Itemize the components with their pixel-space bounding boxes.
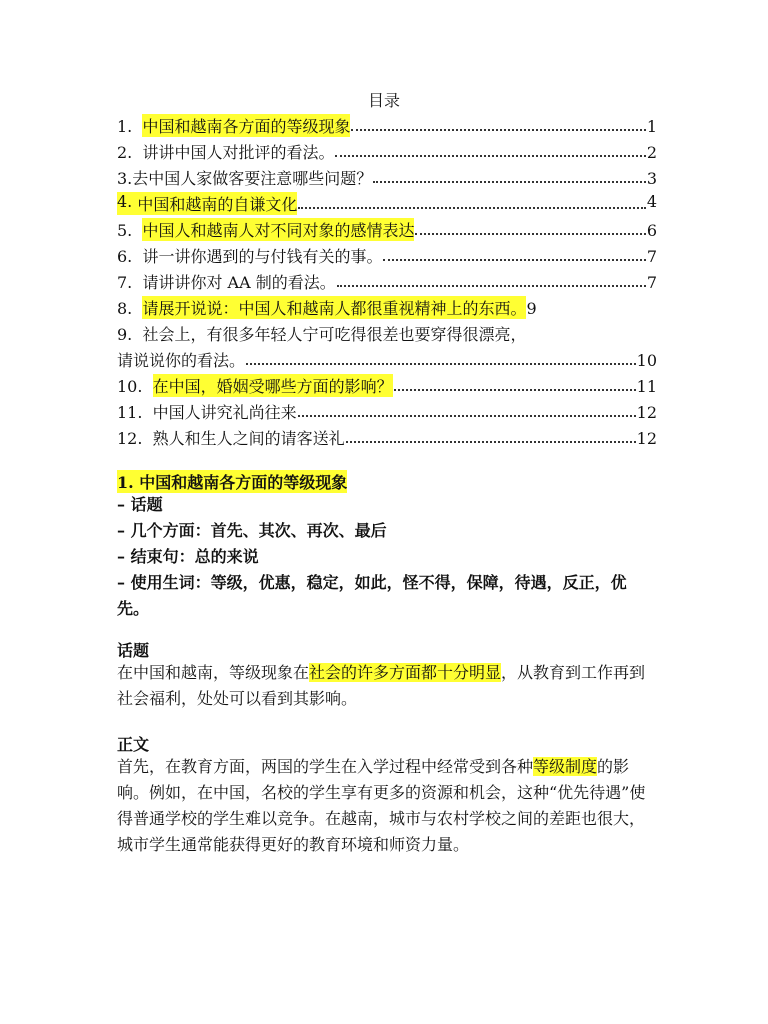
- toc-entry-number: 3.: [117, 169, 133, 188]
- section-heading: 1. 中国和越南各方面的等级现象: [117, 470, 347, 493]
- toc-entry-text: 请讲讲你对 AA 制的看法。: [142, 273, 336, 292]
- toc-entry[interactable]: [117, 296, 657, 318]
- toc-entry-text: 中国和越南的自谦文化: [137, 195, 298, 214]
- toc-entry-number: 8.: [117, 299, 133, 318]
- outline-bullet: – 使用生词：等级，优惠，稳定，如此，怪不得，保障，待遇，反正，优先。: [117, 573, 627, 618]
- toc-entry-text: 请说说你的看法。: [117, 351, 246, 370]
- toc-leader-dots: [351, 129, 645, 131]
- toc-entry[interactable]: [117, 400, 657, 422]
- toc-entry-number: 4.: [117, 192, 133, 211]
- toc-entry-page: 11: [636, 377, 657, 396]
- toc-entry-page: 6: [646, 221, 657, 240]
- body-highlight: 等级制度: [533, 757, 598, 776]
- toc-entry-text: 讲讲中国人对批评的看法。: [142, 143, 335, 162]
- toc-entry-number: 7.: [117, 273, 133, 292]
- toc-leader-dots: [383, 259, 645, 261]
- toc-entry[interactable]: [117, 244, 657, 266]
- toc-entry-text: 社会上，有很多年轻人宁可吃得很差也要穿得很漂亮，: [142, 325, 527, 344]
- toc-entry-text: 请展开说说：中国人和越南人都很重视精神上的东西。: [142, 296, 526, 319]
- toc-entry-text: 中国人讲究礼尚往来: [152, 403, 297, 422]
- body-label: 正文: [117, 735, 150, 754]
- outline-bullet: – 结束句：总的来说: [117, 547, 259, 566]
- topic-text: ，从教育到工作再到社会福利，处处可以看到其影响。: [117, 663, 646, 708]
- toc-entry[interactable]: [117, 348, 657, 370]
- toc-entry-page: 1: [646, 117, 657, 136]
- toc-leader-dots: [246, 363, 636, 365]
- toc-entry[interactable]: [117, 114, 657, 136]
- toc-entry-number: 9.: [117, 325, 133, 344]
- toc-leader-dots: [415, 233, 645, 235]
- toc-entry-text: 讲一讲你遇到的与付钱有关的事。: [142, 247, 383, 266]
- topic-paragraph: [117, 660, 657, 712]
- toc-entry-page: 9: [526, 299, 537, 318]
- toc-leader-dots: [335, 155, 645, 157]
- toc-leader-dots: [373, 181, 646, 183]
- toc-entry-text: 在中国，婚姻受哪些方面的影响？: [153, 374, 393, 397]
- toc-entry-number: 6.: [117, 247, 133, 266]
- toc-entry[interactable]: [117, 140, 657, 162]
- toc-entry-text: 中国和越南各方面的等级现象: [142, 114, 350, 137]
- toc-entry-number: 11.: [117, 403, 143, 422]
- outline-bullet: – 话题: [117, 495, 163, 514]
- toc-entry[interactable]: [117, 270, 657, 292]
- toc-leader-dots: [346, 441, 636, 443]
- body-text: 首先，在教育方面，两国的学生在入学过程中经常受到各种: [117, 757, 534, 776]
- toc-entry-number: 12.: [117, 429, 143, 448]
- toc-entry[interactable]: [117, 166, 657, 188]
- toc-entry[interactable]: [117, 426, 657, 448]
- toc-entry-page: 3: [646, 169, 657, 188]
- toc-entry-page: 2: [646, 143, 657, 162]
- outline-bullet: – 几个方面：首先、其次、再次、最后: [117, 521, 387, 540]
- toc-entry-page: 12: [636, 429, 657, 448]
- toc-entry-page: 7: [646, 247, 657, 266]
- toc-entry[interactable]: [117, 192, 657, 214]
- toc-entry-text: 中国人和越南人对不同对象的感情表达: [142, 218, 414, 241]
- toc-title: 目录: [367, 91, 400, 110]
- topic-highlight: 社会的许多方面都十分明显: [309, 663, 502, 682]
- toc-entry[interactable]: [117, 374, 657, 396]
- toc-entry-number: 10.: [117, 377, 143, 396]
- toc-entry-text: 去中国人家做客要注意哪些问题？: [132, 169, 373, 188]
- toc-entry-page: 12: [636, 403, 657, 422]
- toc-entry[interactable]: [117, 218, 657, 240]
- topic-text: 在中国和越南，等级现象在: [117, 663, 310, 682]
- toc-entry-wrapped[interactable]: [117, 322, 657, 345]
- toc-entry-page: 10: [636, 351, 657, 370]
- toc-entry-number: 2.: [117, 143, 133, 162]
- topic-label: 话题: [117, 641, 150, 660]
- toc-leader-dots: [298, 415, 636, 417]
- body-text: 的影响。例如，在中国，名校的学生享有更多的资源和机会，这种“优先待遇”使得普通学校的学生难以竞争。在越南，城市与农村学校之间的差距也很大，城市学生通常能获得更好的教育环境和师资力量。: [117, 757, 646, 854]
- toc-entry-number: 5.: [117, 221, 133, 240]
- body-paragraph: [117, 754, 657, 858]
- toc-leader-dots: [298, 207, 645, 209]
- toc-entry-page: 7: [646, 273, 657, 292]
- toc-entry-number: 1.: [117, 117, 133, 136]
- toc-leader-dots: [337, 285, 646, 287]
- toc-entry-text: 熟人和生人之间的请客送礼: [152, 429, 345, 448]
- toc-leader-dots: [394, 389, 636, 391]
- toc-entry-page: 4: [646, 192, 657, 211]
